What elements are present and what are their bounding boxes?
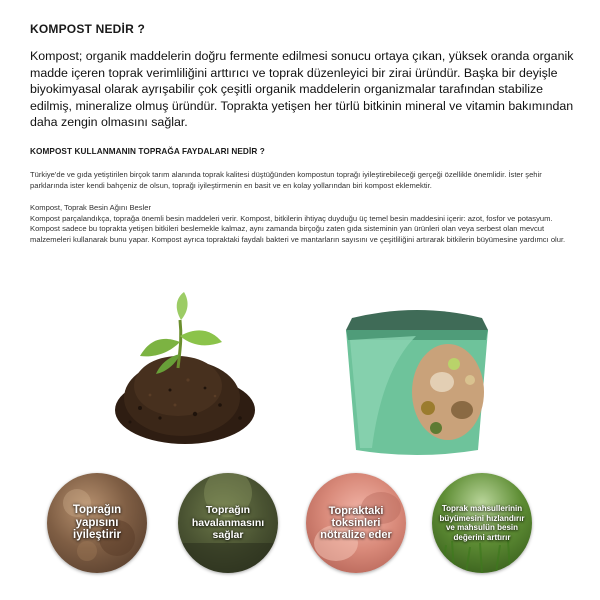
benefit-circle-structure bbox=[47, 473, 147, 573]
subheading: Kompost, Toprak Besin Ağını Besler bbox=[30, 203, 152, 213]
benefit-label: Toprağın havalanmasını sağlar bbox=[191, 504, 265, 542]
document-page bbox=[30, 22, 578, 246]
benefit-circle-toxins bbox=[306, 473, 406, 573]
intro-paragraph: Kompost; organik maddelerin doğru fermente edilmesi sonucu ortaya çıkan, yüksek oranda organik madde içeren toprak verimliliğini arttırıcı ve toprak düzenleyici bir zirai üründür. Başka bir deyişle biyokimyasal olarak ayrışabilir çok çeşitli organik maddelerin organizmalar tarafından stabilize edilmiş, mineralize olmuş üründür. Toprakta yetişen her türlü bitkinin mineral ve vitamin bakımından daha zengin olmasını sağlar. bbox=[30, 49, 574, 130]
benefit-label: Toprak mahsullerinin büyümesini hızlandırır ve mahsulün besin değerini arttırır bbox=[439, 504, 525, 542]
benefit-circle-growth bbox=[432, 473, 532, 573]
page-title: KOMPOST NEDİR ? bbox=[30, 22, 146, 36]
section-title: KOMPOST KULLANMANIN TOPRAĞA FAYDALARI NEDİR ? bbox=[30, 146, 265, 156]
benefits-paragraph: Türkiye'de ve gıda yetiştirilen birçok tarım alanında toprak kalitesi düştüğünden kompostun toprağı iyileştirebileceği gerçeği özellikle önemlidir. İster şehir parklarında ister kendi bahçeniz de olsun, toprağı iyileştirmenin en basit ve en kolay yollarından biri kompost eklemektir. bbox=[30, 169, 542, 190]
benefit-circle-aeration bbox=[178, 473, 278, 573]
compost-bin-image bbox=[332, 300, 502, 460]
nutrients-paragraph: Kompost parçalandıkça, toprağa önemli besin maddeleri verir. Kompost, bitkilerin ihtiyaç duyduğu üç temel besin maddesini içerir: azot, fosfor ve potasyum. Kompost sadece bu toprakta yetişen bitkileri beslemekle kalmaz, aynı zamanda birçoğu zaten gıda sisteminin yan ürünleri olan veya serbest olan mevcut malzemeleri kullanarak bunu yapar. Kompost ayrıca topraktaki faydalı bakteri ve mantarların sayısını ve çeşitliliğini artırarak bitkilerin büyümesine yardımcı olur. bbox=[30, 213, 566, 244]
benefit-label: Toprağın yapısını iyileştirir bbox=[72, 504, 122, 542]
benefit-label: Topraktaki toksinleri nötralize eder bbox=[320, 505, 392, 541]
soil-sprout-image bbox=[100, 290, 270, 450]
